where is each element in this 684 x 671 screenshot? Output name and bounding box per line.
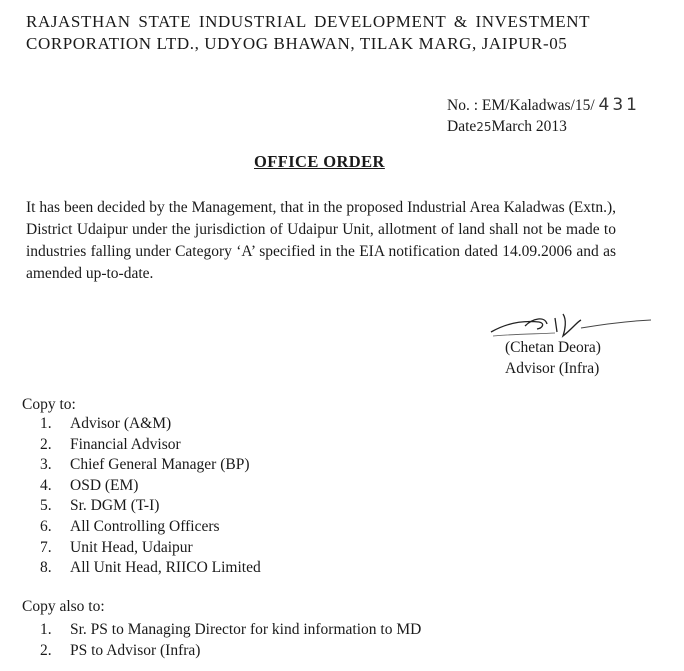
list-item: 8. All Unit Head, RIICO Limited [40, 559, 261, 577]
signatory-name: (Chetan Deora) [505, 339, 601, 356]
page-title: OFFICE ORDER [254, 152, 385, 171]
handwritten-order-number: 431 [598, 95, 640, 115]
copy-to-label: Copy to: [22, 396, 76, 413]
list-item: 2. Financial Advisor [40, 435, 181, 453]
copy-to-list [40, 414, 261, 579]
reference-number [447, 95, 640, 116]
reference-date [447, 116, 640, 138]
list-item: 7. Unit Head, Udaipur [40, 538, 193, 556]
letterhead-line-2: CORPORATION LTD., UDYOG BHAWAN, TILAK MARG, JAIPUR-05 [26, 34, 568, 53]
list-item: 6. All Controlling Officers [40, 517, 220, 535]
order-body-paragraph: It has been decided by the Management, that in the proposed Industrial Area Kaladwas (Extn.), District Udaipur under the jurisdiction of Udaipur Unit, allotment of land shall not be made to industries falling under Category ‘A’ specified in the EIA notification dated 14.09.2006 and as amended up-to-date. [26, 199, 616, 282]
list-item: 1. Sr. PS to Managing Director for kind information to MD [40, 621, 422, 638]
list-item: 4. OSD (EM) [40, 476, 139, 494]
list-item: 1. Advisor (A&M) [40, 415, 172, 432]
letterhead-line-1: RAJASTHAN STATE INDUSTRIAL DEVELOPMENT & INVESTMENT [26, 12, 591, 31]
handwritten-date-day: 25 [476, 120, 492, 134]
list-item: 3. Chief General Manager (BP) [40, 456, 250, 474]
signatory-block [505, 337, 601, 379]
reference-block [447, 95, 640, 138]
list-item: 5. Sr. DGM (T-I) [40, 497, 160, 515]
date-suffix: March 2013 [491, 118, 567, 135]
copy-also-to-list [40, 620, 421, 661]
signatory-designation: Advisor (Infra) [505, 360, 600, 377]
reference-number-prefix: No. : EM/Kaladwas/15/ [447, 97, 595, 114]
copy-also-to-label: Copy also to: [22, 598, 105, 615]
list-item: 2. PS to Advisor (Infra) [40, 641, 201, 659]
date-prefix: Date [447, 118, 477, 135]
